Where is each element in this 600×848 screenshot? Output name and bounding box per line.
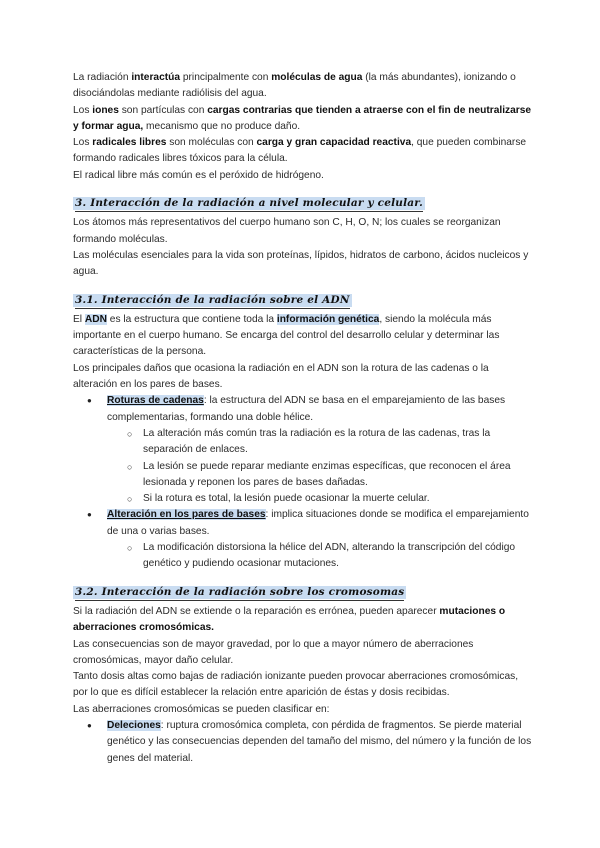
intro-paragraph-2: Los iones son partículas con cargas contrarias que tienden a atraerse con el fin de neutralizarse y formar agua, mecanismo que no produce daño. [73,104,532,132]
list-item: ● Roturas de cadenas: la estructura del ADN se basa en el emparejamiento de las bases complementarias, formando una doble hélice. [73,393,533,426]
section-3-2-paragraph-4: Las aberraciones cromosómicas se pueden clasificar en: [73,703,330,715]
section-3-paragraph-2: Las moléculas esenciales para la vida son proteínas, lípidos, hidratos de carbono, ácidos nucleicos y agua. [73,249,529,278]
list-item: ○ La lesión se puede reparar mediante enzimas específicas, que reconocen el área lesionada y reponen los pares de bases dañadas. [73,459,533,492]
intro-paragraph-1: La radiación interactúa principalmente con moléculas de agua (la más abundantes), ionizando o disociándolas mediante radiólisis del agua. [73,72,516,100]
section-3-1-heading-wrap [73,292,533,309]
section-3-1-paragraph-1: El ADN es la estructura que contiene toda la información genética, siendo la molécula más importante en el cuerpo humano. Se encarga del control del desarrollo celular y determinar las características de la persona. [73,313,500,358]
section-3-2-paragraph-1: Si la radiación del ADN se extiende o la reparación es errónea, pueden aparecer mutaciones o aberraciones cromosómicas. [73,605,506,634]
section-3-2-heading-wrap [73,584,533,601]
list-item: ○ La alteración más común tras la radiación es la rotura de las cadenas, tras la separación de enlaces. [73,426,533,459]
section-3-heading-wrap [73,195,533,212]
list-item: ○ Si la rotura es total, la lesión puede ocasionar la muerte celular. [73,491,533,507]
intro-paragraph-4: El radical libre más común es el peróxido de hidrógeno. [73,169,324,181]
section-3-2-heading: 3.2. Interacción de la radiación sobre los cromosomas [75,584,404,601]
document-page [73,70,533,767]
list-item: ● Deleciones: ruptura cromosómica completa, con pérdida de fragmentos. Se pierde material genético y las consecuencias dependen del tamaño del mismo, del número y la función de los genes del material. [73,718,533,767]
intro-paragraph-3: Los radicales libres son moléculas con carga y gran capacidad reactiva, que pueden combinarse formando radicales libres tóxicos para la célula. [73,137,527,165]
aberration-list [73,718,533,767]
section-3-2-paragraph-2: Las consecuencias son de mayor gravedad, por lo que a mayor número de aberraciones cromosómicas, mayor daño celular. [73,638,474,666]
section-3-heading: 3. Interacción de la radiación a nivel molecular y celular. [75,195,423,212]
section-3-2-paragraph-3: Tanto dosis altas como bajas de radiación ionizante pueden provocar aberraciones cromosómicas, por lo que es difícil establecer la relación entre aparición de éstas y dosis recibidas. [73,671,519,699]
section-3-paragraph-1: Los átomos más representativos del cuerpo humano son C, H, O, N; los cuales se reorganizan formando moléculas. [73,217,501,245]
list-item: ○ La modificación distorsiona la hélice del ADN, alterando la transcripción del código genético y pudiendo ocasionar mutaciones. [73,540,533,573]
section-3-1-heading: 3.1. Interacción de la radiación sobre el ADN [75,292,350,309]
dna-damage-list [73,393,533,572]
list-item: ● Alteración en los pares de bases: implica situaciones donde se modifica el emparejamiento de una o varias bases. [73,507,533,540]
section-3-1-paragraph-2: Los principales daños que ocasiona la radiación en el ADN son la rotura de las cadenas o la alteración en los pares de bases. [73,362,489,391]
